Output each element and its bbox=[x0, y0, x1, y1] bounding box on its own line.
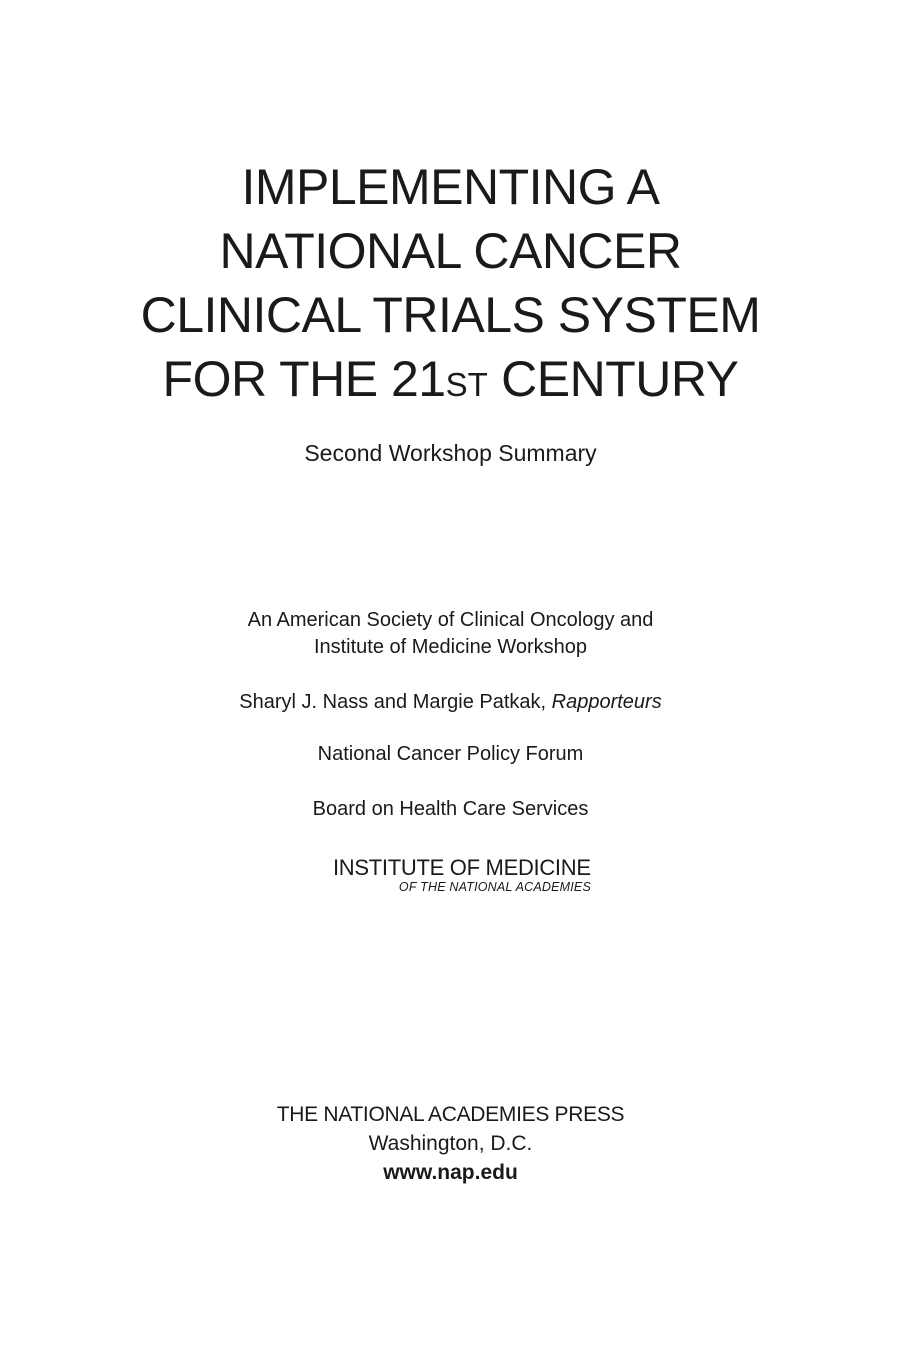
rapporteurs bbox=[0, 689, 901, 716]
publisher-block bbox=[0, 1101, 901, 1187]
forum-name: National Cancer Policy Forum bbox=[317, 743, 584, 765]
board-name: Board on Health Care Services bbox=[312, 798, 589, 820]
subtitle: Second Workshop Summary bbox=[304, 440, 597, 466]
publisher-url: www.nap.edu bbox=[383, 1161, 518, 1184]
workshop-line-2: Institute of Medicine Workshop bbox=[313, 636, 588, 658]
title-line-2: NATIONAL CANCER bbox=[219, 223, 682, 279]
title-line-4-start: FOR THE 21 bbox=[162, 351, 446, 407]
title-line-3: CLINICAL TRIALS SYSTEM bbox=[140, 287, 761, 343]
institute-name: INSTITUTE OF MEDICINE bbox=[333, 855, 591, 880]
workshop-line-1: An American Society of Clinical Oncology and bbox=[247, 609, 654, 631]
title-ordinal-suffix: ST bbox=[445, 366, 488, 403]
book-title bbox=[0, 155, 901, 417]
title-line-4 bbox=[0, 347, 901, 417]
rapporteur-names: Sharyl J. Nass and Margie Patkak, bbox=[239, 691, 552, 713]
title-line-1: IMPLEMENTING A bbox=[241, 159, 660, 215]
workshop-description bbox=[0, 607, 901, 661]
rapporteur-role: Rapporteurs bbox=[551, 691, 662, 713]
institute-logo bbox=[333, 856, 633, 895]
institute-subtitle: OF THE NATIONAL ACADEMIES bbox=[398, 880, 591, 894]
title-line-4-end: CENTURY bbox=[487, 351, 739, 407]
publisher-name: THE NATIONAL ACADEMIES PRESS bbox=[276, 1103, 625, 1126]
publisher-city: Washington, D.C. bbox=[368, 1132, 533, 1155]
